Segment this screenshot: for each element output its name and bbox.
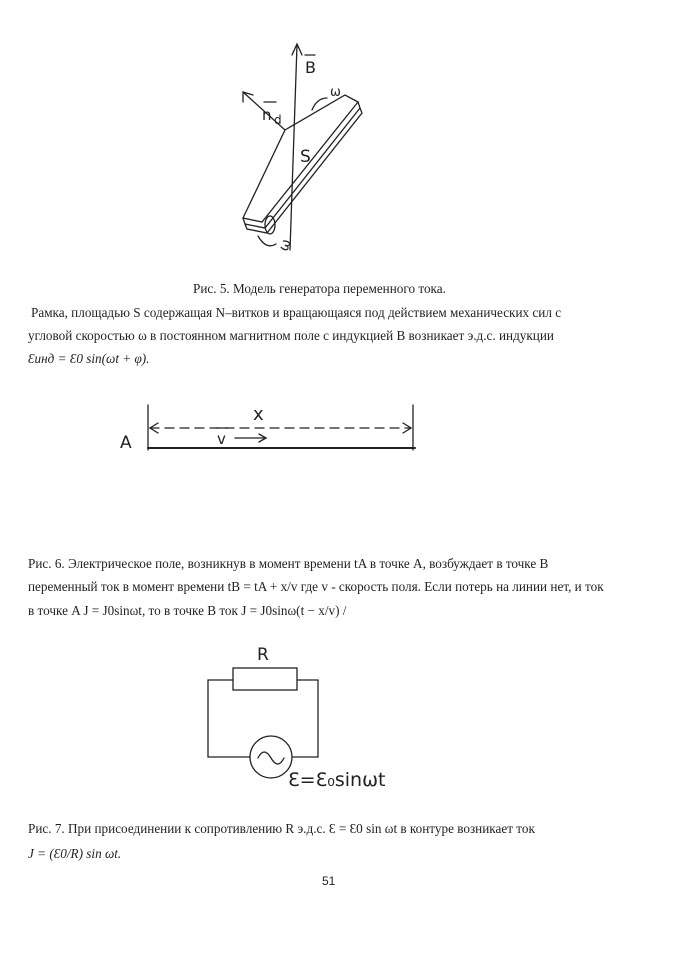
label-b: B [305, 58, 316, 77]
label-n: n [262, 106, 272, 124]
label-n-sub: d [274, 113, 282, 127]
figure-6-caption-line-3: в точке A J = J0sinωt, то в точке B ток J = J0sinω(t − x/v) / [28, 603, 347, 618]
paragraph-line-1: Рамка, площадью S содержащая N–витков и вращающаяся под действием механических сил с [31, 305, 562, 320]
label-r: R [257, 645, 269, 665]
rotation-arrow-top [312, 98, 327, 110]
label-x: x [253, 404, 264, 425]
paragraph-formula: Ɛинд = Ɛ0 sin(ωt + φ). [28, 351, 150, 366]
figure-6-caption-line-1: Рис. 6. Электрическое поле, возникнув в момент времени tA в точке A, возбуждает в точке B [28, 556, 549, 571]
sine-symbol [258, 752, 284, 764]
page-number: 51 [322, 874, 336, 888]
label-a: A [120, 433, 132, 453]
figure-7-circuit [208, 645, 385, 791]
label-s: S [300, 147, 311, 167]
figure-6-caption-line-2: переменный ток в момент времени tB = tA + x/v где v - скорость поля. Если потерь на линии нет, и ток [28, 579, 604, 594]
label-omega-top: ω [330, 85, 341, 100]
rotation-arrow-bottom [258, 236, 276, 246]
figure-7-caption-line-1: Рис. 7. При присоединении к сопротивлению R э.д.с. Ɛ = Ɛ0 sin ωt в контуре возникает ток [28, 821, 535, 836]
label-v: v [217, 430, 226, 448]
b-field-axis [290, 45, 297, 250]
resistor [233, 668, 297, 690]
figure-5-caption: Рис. 5. Модель генератора переменного тока. [193, 281, 446, 296]
figure-7-caption-line-2: J = (Ɛ0/R) sin ωt. [28, 846, 122, 861]
figure-5-generator-frame [243, 44, 362, 253]
figure-6-line [120, 404, 415, 453]
paragraph-line-2: угловой скоростью ω в постоянном магнитном поле с индукцией B возникает э.д.с. индукции [28, 328, 554, 343]
wire-right [292, 680, 318, 757]
label-emf: Ɛ=Ɛ₀sinωt [288, 769, 386, 791]
wire-left [208, 680, 250, 757]
label-omega-bottom: ω [275, 236, 295, 254]
